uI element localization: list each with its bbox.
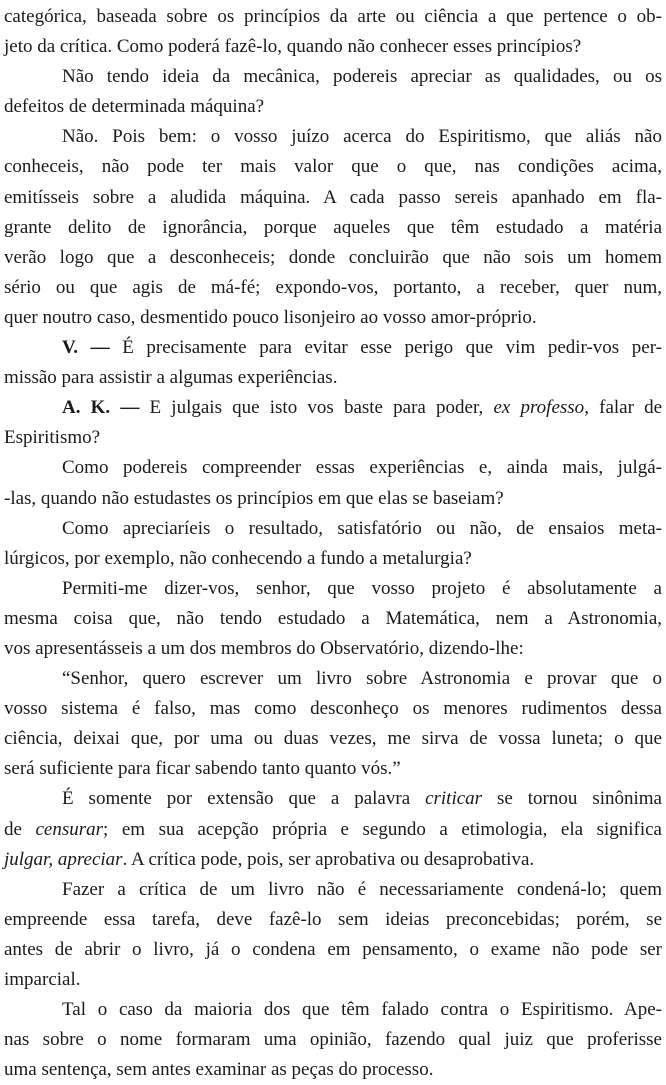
text-line: Como apreciaríeis o resultado, satisfatório ou não, de ensaios meta- [62,517,662,539]
dialogue-text: , falar de [584,397,663,419]
paragraph-continuation [4,2,662,62]
text-line: nas sobre o nome formaram uma opinião, fazendo qual juiz que proferisse [4,1029,662,1051]
text-line: mesma coisa que, não tendo estudado a Matemática, nem a Astronomia, [4,607,662,629]
speaker-label: V. — [62,337,110,359]
text-line [4,393,662,423]
text-line: vos apresentásseis a um dos membros do Observatório, dizendo-lhe: [4,637,524,659]
text-line: -las, quando não estudastes os princípios em que elas se baseiam? [4,487,504,509]
text-line: grante delito de ignorância, porque aqueles que têm estudado a matéria [4,216,662,238]
italic-term: censurar [35,818,104,840]
text-line: vosso sistema é falso, mas como desconheço os menores rudimentos dessa [4,698,662,720]
text-line: categórica, baseada sobre os princípios da arte ou ciência a que pertence o ob- [4,6,662,27]
text-line: Não. Pois bem: o vosso juízo acerca do Espiritismo, que aliás não [62,126,662,148]
paragraph [4,784,662,874]
text-line: emitísseis sobre a aludida máquina. A cada passo sereis apanhado em fla- [4,186,662,208]
text-line: empreende essa tarefa, deve fazê-lo sem ideias preconcebidas; porém, se [4,908,662,930]
text-run: se tornou sinônima [482,788,662,810]
text-line: verão logo que a desconheceis; donde concluirão que não sois um homem [4,246,662,268]
text-line: lúrgicos, por exemplo, não conhecendo a fundo a metalurgia? [4,547,472,569]
italic-term: ex professo [493,397,585,419]
text-run: ; em sua acepção própria e segundo a etimologia, ela significa [103,818,662,840]
text-line: uma sentença, sem antes examinar as peças do processo. [4,1059,434,1081]
text-line: quer noutro caso, desmentido pouco lisonjeiro ao vosso amor-próprio. [4,306,537,328]
dialogue-paragraph [4,393,662,453]
text-line: Tal o caso da maioria dos que têm falado contra o Espiritismo. Ape- [62,999,662,1021]
text-line: Espiritismo? [4,427,101,449]
text-line: Permiti-me dizer-vos, senhor, que vosso projeto é absolutamente a [62,577,662,599]
text-line: jeto da crítica. Como poderá fazê-lo, quando não conhecer esses princípios? [4,36,582,58]
text-line: conheceis, não pode ter mais valor que o que, nas condições acima, [4,156,662,178]
paragraph [4,514,662,574]
quotation-paragraph [4,664,662,784]
text-line: imparcial. [4,969,81,990]
text-line [4,333,662,363]
paragraph [4,453,662,513]
dialogue-text: É precisamente para evitar esse perigo que vim pedir-vos per- [109,337,662,359]
text-run: . A crítica pode, pois, ser aprobativa ou desaprobativa. [122,848,535,870]
text-line: antes de abrir o livro, já o condena em pensamento, o exame não pode ser [4,938,662,960]
paragraph [4,122,662,333]
text-line [4,845,662,875]
text-line [4,815,662,845]
speaker-label: A. K. — [62,397,140,419]
italic-term: criticar [425,788,483,810]
text-line: “Senhor, quero escrever um livro sobre Astronomia e provar que o [62,668,662,690]
text-line: Fazer a crítica de um livro não é necessariamente condená-lo; quem [62,878,662,900]
text-run: de [4,818,36,840]
text-line: Não tendo ideia da mecânica, podereis apreciar as qualidades, ou os [62,66,662,88]
text-line: defeitos de determinada máquina? [4,96,265,118]
paragraph [4,875,662,995]
dialogue-text: E julgais que isto vos baste para poder, [139,397,494,419]
dialogue-paragraph [4,333,662,393]
paragraph [4,62,662,122]
text-line: sério ou que agis de má-fé; expondo-vos, portanto, a receber, quer num, [4,276,662,298]
text-line: missão para assistir a algumas experiências. [4,367,338,389]
text-line: será suficiente para ficar sabendo tanto quanto vós.” [4,758,401,780]
text-run: É somente por extensão que a palavra [62,788,426,810]
paragraph [4,574,662,664]
italic-term: julgar, apreciar [4,848,123,870]
paragraph [4,995,662,1085]
text-line [4,784,662,814]
text-line: Como podereis compreender essas experiências e, ainda mais, julgá- [62,457,662,479]
text-line: ciência, deixai que, por uma ou duas vezes, me sirva de vossa luneta; o que [4,728,662,750]
